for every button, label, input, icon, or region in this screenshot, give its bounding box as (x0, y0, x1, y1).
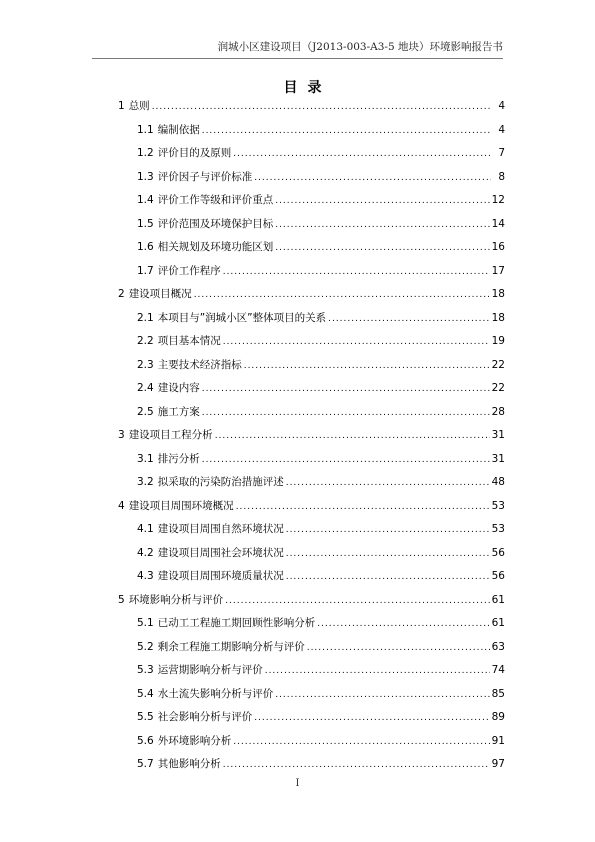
toc-entry-number: 5.4 (137, 687, 154, 700)
toc-dot-leader (223, 337, 490, 347)
toc-entry-number: 1.1 (137, 123, 154, 136)
toc-entry-text: 水土流失影响分析与评价 (157, 687, 274, 700)
toc-entry[interactable] (118, 639, 505, 663)
toc-entry-text: 建设项目周围环境质量状况 (157, 570, 284, 582)
toc-entry-page: 16 (491, 241, 505, 253)
toc-entry-page: 61 (491, 593, 505, 606)
toc-entry-page: 56 (491, 570, 505, 582)
toc-dot-leader (233, 149, 491, 159)
document-title: 润城小区建设项目（J2013-003-A3-5 地块）环境影响报告书 (217, 41, 503, 53)
toc-entry[interactable] (118, 192, 505, 216)
toc-entry[interactable] (118, 263, 505, 287)
toc-entry-page: 22 (491, 358, 505, 371)
toc-entry-number: 2.3 (137, 358, 154, 371)
toc-dot-leader (202, 455, 490, 465)
toc-dot-leader (286, 478, 490, 488)
toc-entry-text: 评价目的及原则 (157, 147, 232, 159)
toc-entry[interactable] (118, 498, 505, 522)
toc-entry-text: 评价范围及环境保护目标 (157, 217, 274, 230)
toc-entry-text: 外环境影响分析 (157, 734, 232, 747)
toc-entry[interactable] (118, 122, 505, 146)
toc-entry-number: 4.2 (137, 546, 154, 559)
toc-entry[interactable] (118, 427, 505, 451)
table-of-contents (118, 98, 505, 780)
toc-dot-leader (194, 290, 490, 300)
toc-entry-number: 2.2 (137, 335, 154, 347)
toc-dot-leader (233, 737, 489, 747)
toc-entry-number: 1.2 (137, 147, 154, 159)
toc-entry[interactable] (118, 521, 505, 545)
toc-entry-text: 环境影响分析与评价 (128, 593, 224, 606)
toc-entry-number: 1.4 (137, 194, 154, 206)
toc-entry-text: 建设项目工程分析 (128, 429, 213, 441)
toc-entry[interactable] (118, 239, 505, 263)
toc-entry[interactable] (118, 216, 505, 240)
toc-entry-text: 运营期影响分析与评价 (157, 664, 263, 676)
toc-entry-text: 编制依据 (157, 123, 200, 136)
toc-dot-leader (254, 173, 491, 183)
toc-entry-number: 2.1 (137, 311, 154, 324)
toc-entry[interactable] (118, 756, 505, 780)
toc-entry[interactable] (118, 474, 505, 498)
toc-entry-text: 项目基本情况 (157, 335, 221, 347)
toc-entry-page: 18 (491, 311, 505, 324)
toc-entry-page: 17 (491, 264, 505, 277)
toc-dot-leader (202, 126, 491, 136)
toc-entry-text: 拟采取的污染防治措施评述 (157, 476, 284, 488)
toc-entry-text: 相关规划及环境功能区划 (157, 241, 274, 253)
toc-entry-text: 评价因子与评价标准 (157, 170, 253, 183)
toc-entry-page: 18 (491, 288, 505, 300)
toc-entry-page: 19 (491, 335, 505, 347)
toc-entry-number: 3.1 (137, 452, 154, 465)
toc-entry-number: 2 (118, 288, 125, 300)
toc-entry-text: 总则 (128, 100, 150, 112)
toc-entry[interactable] (118, 404, 505, 428)
toc-entry-page: 53 (491, 523, 505, 535)
toc-dot-leader (307, 643, 490, 653)
toc-entry-number: 2.4 (137, 382, 154, 394)
toc-dot-leader (202, 408, 490, 418)
toc-entry-number: 1 (118, 100, 125, 112)
toc-dot-leader (275, 243, 489, 253)
toc-dot-leader (286, 572, 490, 582)
toc-entry-page: 4 (498, 100, 505, 112)
toc-entry-number: 5.6 (137, 734, 154, 747)
toc-dot-leader (236, 502, 490, 512)
toc-entry-text: 建设项目周围环境概况 (128, 499, 234, 512)
toc-entry-page: 63 (491, 640, 505, 653)
toc-entry-number: 2.5 (137, 405, 154, 418)
toc-entry-text: 建设项目周围自然环境状况 (157, 523, 284, 535)
toc-dot-leader (275, 196, 489, 206)
toc-entry[interactable] (118, 310, 505, 334)
toc-entry-number: 5.5 (137, 711, 154, 723)
toc-entry-page: 85 (491, 687, 505, 700)
toc-entry-number: 4 (118, 499, 125, 512)
toc-entry-text: 建设项目周围社会环境状况 (157, 546, 284, 559)
toc-entry-number: 1.5 (137, 217, 154, 230)
toc-entry-text: 建设项目概况 (128, 288, 192, 300)
toc-entry-text: 已动工工程施工期回顾性影响分析 (157, 617, 316, 629)
toc-entry[interactable] (118, 357, 505, 381)
toc-dot-leader (286, 549, 490, 559)
toc-dot-leader (328, 314, 490, 324)
toc-entry-number: 5.1 (137, 617, 154, 629)
toc-entry-page: 48 (491, 476, 505, 488)
toc-entry-number: 5.2 (137, 640, 154, 653)
toc-entry-number: 5.7 (137, 758, 154, 770)
toc-title: 目录 (283, 80, 332, 96)
toc-dot-leader (317, 619, 489, 629)
toc-entry-text: 剩余工程施工期影响分析与评价 (157, 640, 305, 653)
toc-entry[interactable] (118, 169, 505, 193)
toc-dot-leader (275, 220, 489, 230)
toc-entry-number: 3.2 (137, 476, 154, 488)
toc-entry-text: 排污分析 (157, 452, 200, 465)
toc-entry-text: 建设内容 (157, 382, 200, 394)
toc-entry[interactable] (118, 98, 505, 122)
toc-entry[interactable] (118, 615, 505, 639)
toc-entry-page: 91 (491, 734, 505, 747)
toc-entry-number: 1.6 (137, 241, 154, 253)
toc-entry-page: 97 (491, 758, 505, 770)
toc-entry-number: 5.3 (137, 664, 154, 676)
toc-dot-leader (202, 384, 490, 394)
toc-entry-page: 61 (491, 617, 505, 629)
toc-entry[interactable] (118, 333, 505, 357)
toc-entry[interactable] (118, 545, 505, 569)
toc-entry-text: 评价工作程序 (157, 264, 221, 277)
toc-entry[interactable] (118, 145, 505, 169)
toc-dot-leader (254, 713, 489, 723)
toc-dot-leader (223, 760, 490, 770)
toc-dot-leader (286, 525, 490, 535)
toc-entry-page: 31 (491, 452, 505, 465)
toc-dot-leader (215, 431, 490, 441)
toc-entry-text: 本项目与”润城小区”整体项目的关系 (157, 311, 327, 324)
toc-entry-number: 1.7 (137, 264, 154, 277)
toc-entry-page: 4 (498, 123, 505, 136)
toc-entry-page: 8 (498, 170, 505, 183)
toc-entry-text: 主要技术经济指标 (157, 358, 242, 371)
toc-entry-page: 56 (491, 546, 505, 559)
page-number: I (295, 778, 300, 789)
toc-entry-number: 3 (118, 429, 125, 441)
toc-entry-page: 74 (491, 664, 505, 676)
toc-entry-page: 7 (498, 147, 505, 159)
toc-entry-page: 28 (491, 405, 505, 418)
toc-dot-leader (225, 596, 489, 606)
page-header (92, 38, 503, 59)
toc-entry[interactable] (118, 709, 505, 733)
toc-entry-number: 1.3 (137, 170, 154, 183)
toc-entry-number: 4.3 (137, 570, 154, 582)
toc-dot-leader (275, 690, 489, 700)
toc-dot-leader (223, 267, 490, 277)
toc-entry[interactable] (118, 733, 505, 757)
toc-dot-leader (265, 666, 490, 676)
toc-entry-page: 53 (491, 499, 505, 512)
toc-entry-text: 其他影响分析 (157, 758, 221, 770)
toc-entry[interactable] (118, 686, 505, 710)
toc-entry[interactable] (118, 568, 505, 592)
toc-entry[interactable] (118, 662, 505, 686)
toc-entry-number: 4.1 (137, 523, 154, 535)
toc-entry-page: 14 (491, 217, 505, 230)
toc-dot-leader (244, 361, 490, 371)
toc-entry[interactable] (118, 286, 505, 310)
toc-entry-page: 12 (491, 194, 505, 206)
toc-entry-text: 评价工作等级和评价重点 (157, 194, 274, 206)
toc-dot-leader (152, 102, 491, 112)
toc-entry-text: 社会影响分析与评价 (157, 711, 253, 723)
toc-entry-page: 22 (491, 382, 505, 394)
toc-entry[interactable] (118, 592, 505, 616)
toc-entry[interactable] (118, 451, 505, 475)
toc-entry-text: 施工方案 (157, 405, 200, 418)
toc-entry[interactable] (118, 380, 505, 404)
toc-entry-page: 31 (491, 429, 505, 441)
toc-entry-page: 89 (491, 711, 505, 723)
toc-entry-number: 5 (118, 593, 125, 606)
